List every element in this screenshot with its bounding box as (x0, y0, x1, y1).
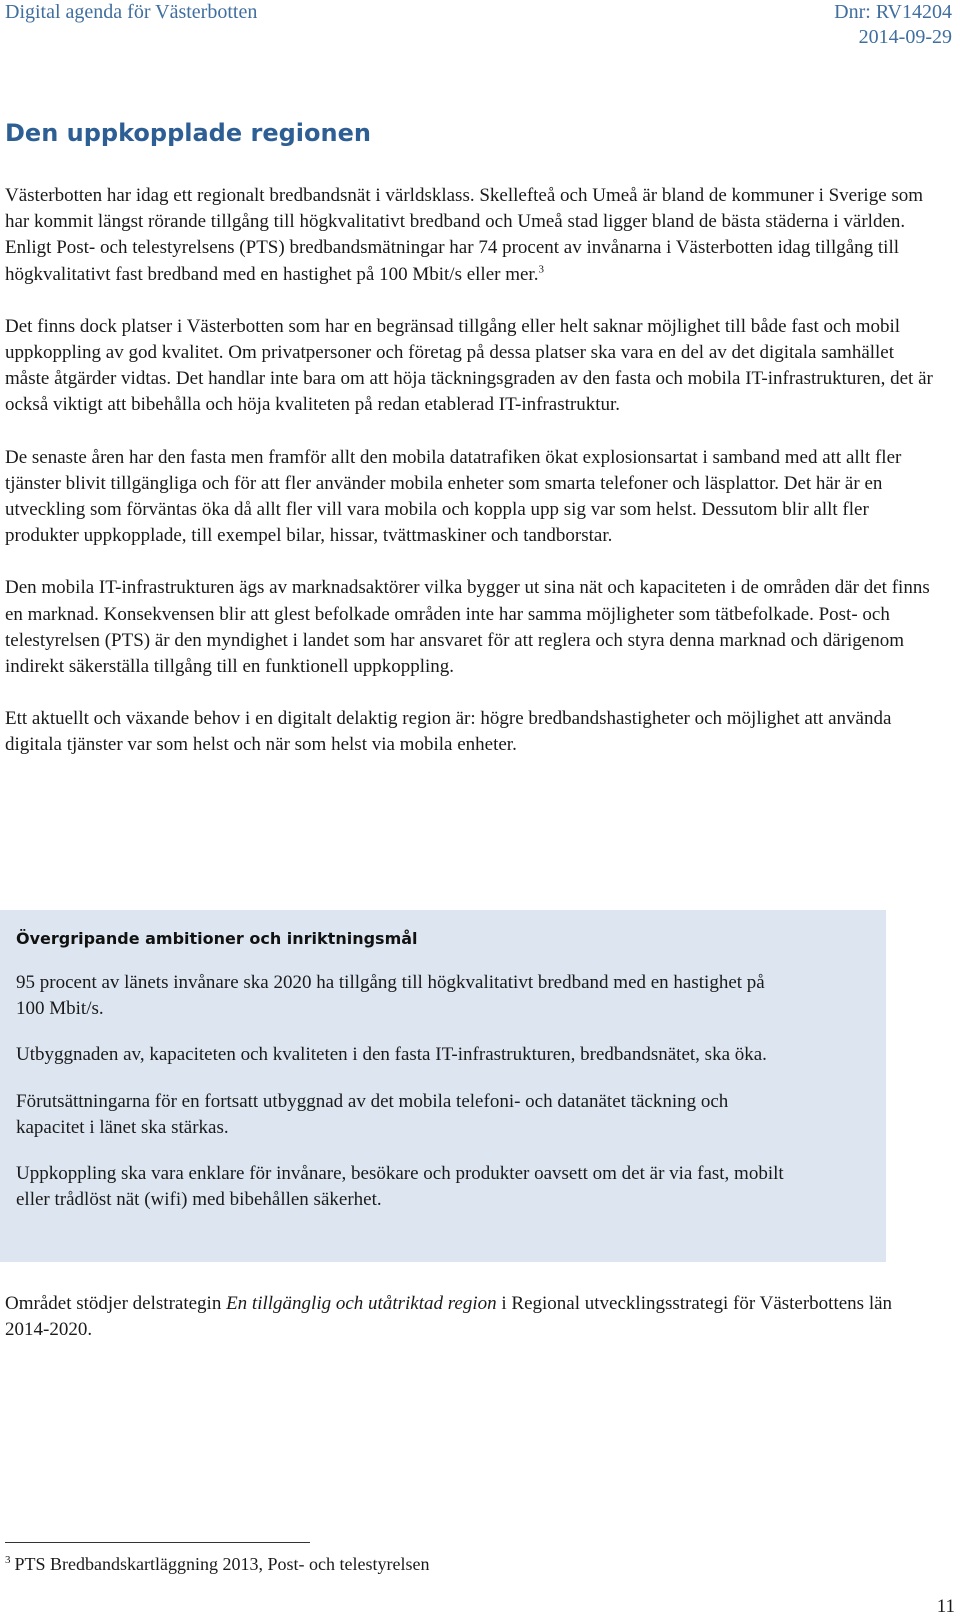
closing-paragraph (5, 1291, 940, 1343)
paragraph-text: Västerbotten har idag ett regionalt bredbandsnät i världsklass. Skellefteå och Umeå är bland de kommuner i Sverige som har kommit längst rörande tillgång till högkvalitativt bredband och Umeå stad ligger bland de bästa städerna i världen. Enligt Post- och telestyrelsens (PTS) bredbandsmätningar har 74 procent av invånarna i Västerbotten idag tillgång till högkvalitativt fast bredband med en hastighet på 100 Mbit/s eller mer. (5, 185, 924, 285)
body-text (5, 183, 940, 785)
page-number: 11 (936, 1596, 955, 1617)
goal-item: 95 procent av länets invånare ska 2020 ha tillgång till högkvalitativt bredband med en hastighet på 100 Mbit/s. (16, 972, 765, 1020)
goal-item: Förutsättningarna för en fortsatt utbyggnad av det mobila telefoni- och datanätet täckning och kapacitet i länet ska stärkas. (16, 1090, 729, 1138)
strategy-name: En tillgänglig och utåtriktad region (226, 1293, 497, 1314)
header-date: 2014-09-29 (858, 26, 952, 48)
closing-prefix: Området stödjer delstrategin (5, 1293, 227, 1314)
header-meta (834, 0, 952, 50)
goal-item: Utbyggnaden av, kapaciteten och kvaliteten i den fasta IT-infrastrukturen, bredbandsnätet, ska öka. (16, 1044, 767, 1066)
section-title: Den uppkopplade regionen (5, 119, 371, 147)
goals-box-title: Övergripande ambitioner och inriktningsmål (16, 929, 418, 948)
closing-suffix: i Regional utvecklingsstrategi för Västerbottens län 2014-2020. (5, 1293, 893, 1341)
paragraph: Det finns dock platser i Västerbotten som har en begränsad tillgång eller helt saknar möjlighet till både fast och mobil uppkoppling av god kvalitet. Om privatpersoner och företag på dessa platser ska vara en del av det digitala samhället måste åtgärder vidtas. Det handlar inte bara om att höja täckningsgraden av den fasta och mobila IT-infrastrukturen, det är också viktigt att bibehålla och höja kvaliteten på redan etablerad IT-infrastruktur. (5, 315, 933, 416)
paragraph: Ett aktuellt och växande behov i en digitalt delaktig region är: högre bredbandshastigheter och möjlighet att använda digitala tjänster var som helst och när som helst via mobila enheter. (5, 708, 892, 756)
paragraph: De senaste åren har den fasta men framför allt den mobila datatrafiken ökat explosionsartat i samband med att allt fler tjänster blivit tillgängliga och för att fler använder mobila enheter som smarta telefoner och läsplattor. Det här är en utveckling som förväntas öka då allt fler vill vara mobila och koppla upp sig var som helst. Dessutom blir allt fler produkter uppkopplade, till exempel bilar, hissar, tvättmaskiner och tandborstar. (5, 446, 902, 547)
goal-item: Uppkoppling ska vara enklare för invånare, besökare och produkter oavsett om det är via fast, mobilt eller trådlöst nät (wifi) med bibehållen säkerhet. (16, 1163, 784, 1211)
goals-box (0, 910, 886, 1262)
footnote-text: PTS Bredbandskartläggning 2013, Post- och telestyrelsen (14, 1554, 430, 1574)
footnote-reference[interactable]: 3 (538, 263, 544, 276)
header-document-title: Digital agenda för Västerbotten (5, 1, 258, 23)
paragraph (5, 183, 940, 288)
footnote (5, 1553, 429, 1575)
paragraph: Den mobila IT-infrastrukturen ägs av marknadsaktörer vilka bygger ut sina nät och kapaciteten i de områden där det finns en marknad. Konsekvensen blir att glest befolkade områden inte har samma möjligheter som tätbefolkade. Post- och telestyrelsen (PTS) är den myndighet i landet som har ansvaret för att reglera och styra denna marknad och därigenom indirekt säkerställa tillgång till en funktionell uppkoppling. (5, 577, 930, 678)
header-reference-number: Dnr: RV14204 (834, 1, 952, 23)
footnote-marker: 3 (5, 1554, 11, 1566)
footnote-separator (5, 1542, 310, 1543)
